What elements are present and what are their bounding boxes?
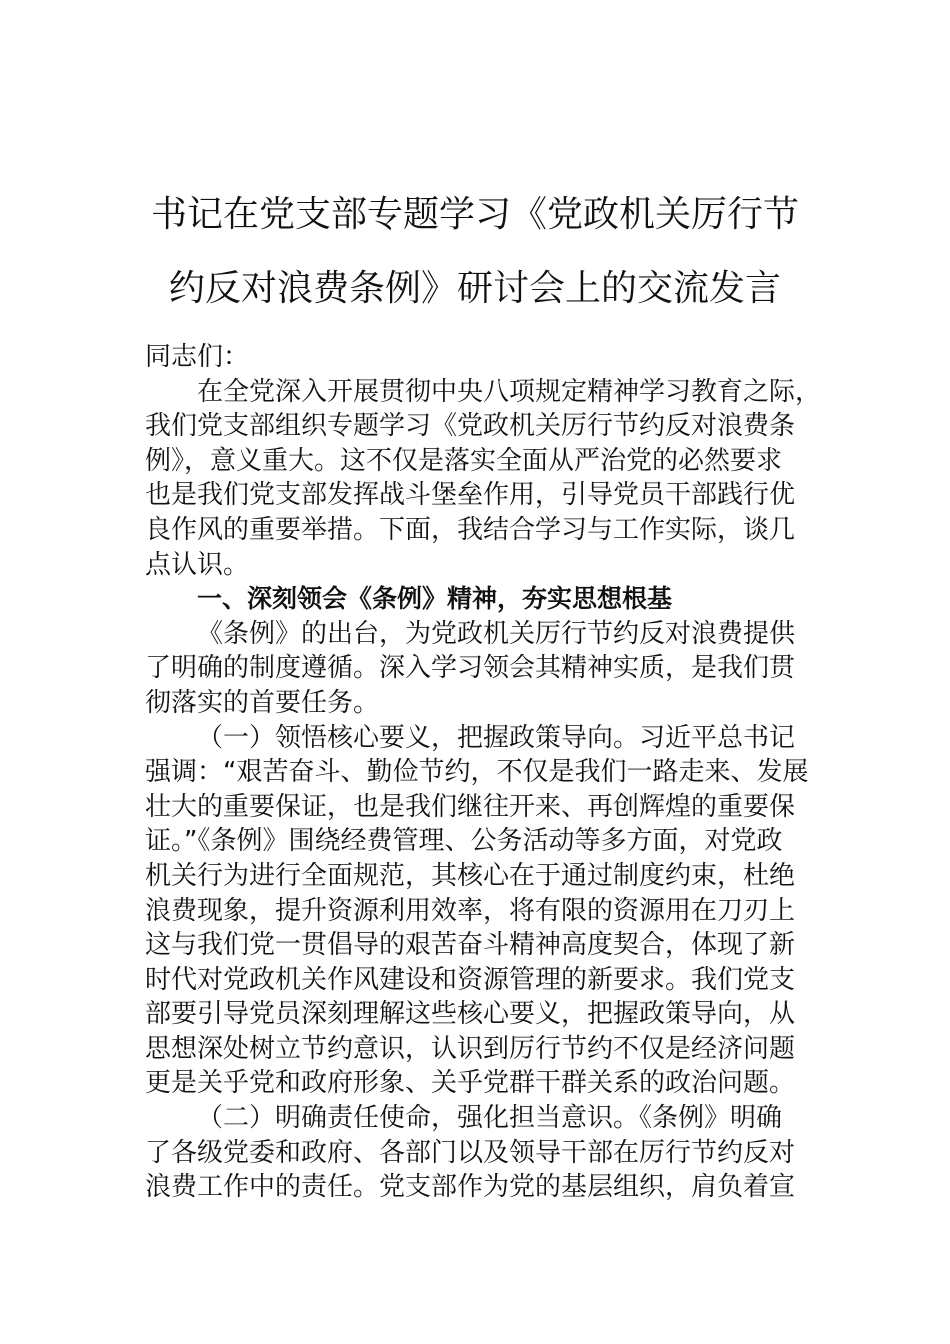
text-line: 了各级党委和政府、各部门以及领导干部在厉行节约反对	[145, 1137, 796, 1168]
text-line: 强调：“艰苦奋斗、勤俭节约，不仅是我们一路走来、发展	[145, 757, 809, 788]
text-line: 《条例》的出台，为党政机关厉行节约反对浪费提供	[197, 618, 796, 649]
text-line: 机关行为进行全面规范，其核心在于通过制度约束，杜绝	[145, 860, 796, 891]
text-line: 也是我们党支部发挥战斗堡垒作用，引导党员干部践行优	[145, 480, 796, 511]
text-line: （二）明确责任使命，强化担当意识。《条例》明确	[197, 1103, 783, 1134]
document-title	[140, 178, 810, 326]
text-line: 浪费现象，提升资源利用效率，将有限的资源用在刀刃上	[145, 895, 796, 926]
title-line-2: 约反对浪费条例》研讨会上的交流发言	[168, 268, 781, 309]
text-line: 良作风的重要举措。下面，我结合学习与工作实际，谈几	[145, 514, 796, 545]
text-line: 部要引导党员深刻理解这些核心要义，把握政策导向，从	[145, 999, 796, 1030]
text-line: 彻落实的首要任务。	[145, 687, 380, 718]
text-line: 我们党支部组织专题学习《党政机关厉行节约反对浪费条	[145, 411, 796, 442]
text-line: （一）领悟核心要义，把握政策导向。习近平总书记	[197, 722, 796, 753]
text-line: 在全党深入开展贯彻中央八项规定精神学习教育之际，	[197, 376, 822, 407]
text-line: 浪费工作中的责任。党支部作为党的基层组织，肩负着宣	[145, 1172, 796, 1203]
title-line-1: 书记在党支部专题学习《党政机关厉行节	[150, 194, 799, 235]
section-heading: 一、深刻领会《条例》精神，夯实思想根基	[197, 584, 673, 614]
text-line: 时代对党政机关作风建设和资源管理的新要求。我们党支	[145, 964, 796, 995]
text-line: 壮大的重要保证，也是我们继往开来、再创辉煌的重要保	[145, 791, 796, 822]
text-line: 更是关乎党和政府形象、关乎党群干群关系的政治问题。	[145, 1068, 796, 1099]
text-line: 证。”《条例》围绕经费管理、公务活动等多方面，对党政	[145, 826, 783, 857]
text-line: 这与我们党一贯倡导的艰苦奋斗精神高度契合，体现了新	[145, 930, 796, 961]
text-line: 例》，意义重大。这不仅是落实全面从严治党的必然要求	[145, 445, 783, 476]
text-line: 点认识。	[145, 549, 250, 580]
document-body	[145, 340, 822, 1205]
salutation: 同志们：	[145, 342, 250, 372]
text-line: 思想深处树立节约意识，认识到厉行节约不仅是经济问题	[145, 1033, 796, 1064]
text-line: 了明确的制度遵循。深入学习领会其精神实质，是我们贯	[145, 653, 796, 684]
